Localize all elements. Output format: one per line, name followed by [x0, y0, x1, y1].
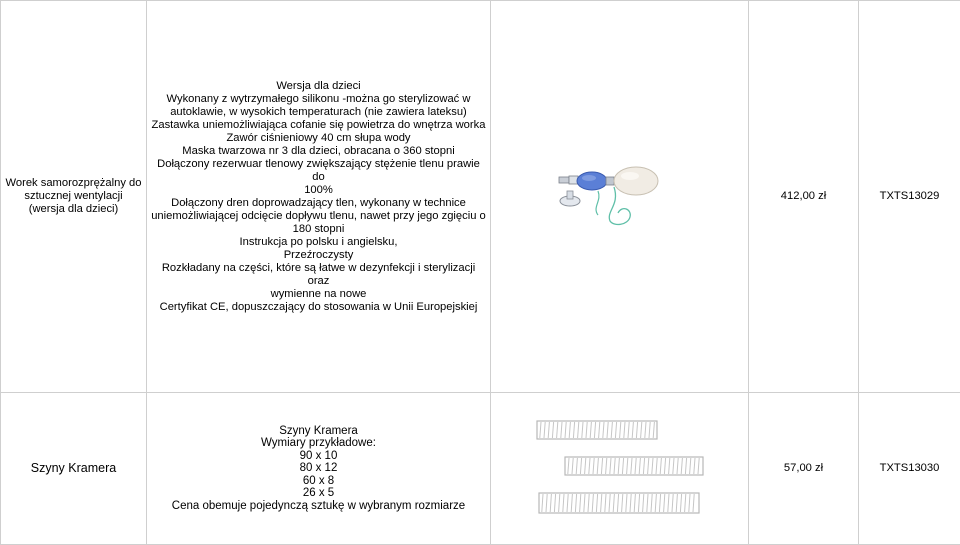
splint-rung [601, 458, 602, 474]
product-code: TXTS13029 [859, 1, 960, 393]
splint-rung [619, 422, 620, 438]
splint-rung [594, 422, 595, 438]
splint-rung [592, 494, 593, 512]
product-description [147, 1, 491, 393]
splint-rung [684, 494, 685, 512]
description-line: Szyny Kramera [279, 425, 358, 438]
description-line: 80 x 12 [299, 462, 338, 475]
description-line: Certyfikat CE, dopuszczający do stosowania w Unii Europejskiej [159, 300, 478, 313]
splint-rung [560, 422, 561, 438]
splint-rung [541, 494, 542, 512]
splint-rung [600, 494, 601, 512]
splint-rung [604, 494, 605, 512]
splint-rung [562, 494, 563, 512]
description-lines [151, 80, 486, 314]
splint-rung [659, 494, 660, 512]
splint-rung [614, 458, 615, 474]
kramer-splints-icon [535, 419, 705, 519]
splint-rung [572, 458, 573, 474]
splint-rung [663, 494, 664, 512]
description-line: Zastawka uniemożliwiająca cofanie się powietrza do wnętrza worka [151, 118, 486, 131]
splint-rung [638, 494, 639, 512]
description-line: Maska twarzowa nr 3 dla dzieci, obracana o 360 stopni [182, 144, 455, 157]
splint-rung [593, 458, 594, 474]
splint-rung [685, 458, 686, 474]
splint-rung [618, 458, 619, 474]
splint-rung [539, 422, 540, 438]
splint-rung [651, 458, 652, 474]
splint-rung [605, 458, 606, 474]
splint-rung [689, 458, 690, 474]
splint-rung [565, 422, 566, 438]
splint-rung [655, 494, 656, 512]
splint-rung [546, 494, 547, 512]
splint-rung [677, 458, 678, 474]
splint-rung [649, 422, 650, 438]
splint-rung [552, 422, 553, 438]
splint-rung [628, 422, 629, 438]
splint-rung [569, 422, 570, 438]
splint-rung [588, 494, 589, 512]
description-line: 90 x 10 [299, 449, 338, 462]
splint-rung [681, 458, 682, 474]
splint-rung [567, 458, 568, 474]
splint-rung [573, 422, 574, 438]
description-lines [151, 425, 486, 512]
description-line: 26 x 5 [302, 487, 335, 500]
splint-rung [576, 458, 577, 474]
splint-rung [621, 494, 622, 512]
splint-rung [672, 458, 673, 474]
splint-rung [623, 422, 624, 438]
splint-rung [558, 494, 559, 512]
splint-rung [672, 494, 673, 512]
splint-rung [584, 458, 585, 474]
splint-rung [632, 422, 633, 438]
product-price: 412,00 zł [749, 1, 859, 393]
splint-rung [586, 422, 587, 438]
splint-rung [615, 422, 616, 438]
description-line: Dołączony dren doprowadzający tlen, wykonany w technice [171, 196, 466, 209]
ventilation-bag-icon [558, 165, 682, 229]
splint-rung [625, 494, 626, 512]
splint-rung [642, 494, 643, 512]
splint-rung [693, 458, 694, 474]
description-line: autoklawie, w wysokich temperaturach (nie zawiera lateksu) [170, 105, 467, 118]
splint-rung [571, 494, 572, 512]
splint-rung [609, 494, 610, 512]
product-code: TXTS13030 [859, 393, 960, 545]
splint-rung [575, 494, 576, 512]
splint-rung [611, 422, 612, 438]
description-line: 60 x 8 [302, 474, 335, 487]
splint-rung [640, 422, 641, 438]
splint-rung [550, 494, 551, 512]
splint-rung [577, 422, 578, 438]
splint-rung [554, 494, 555, 512]
description-line: Wymiary przykładowe: [261, 437, 376, 450]
splint-rung [635, 458, 636, 474]
splint-rung [609, 458, 610, 474]
description-line: Cena obemuje pojedynczą sztukę w wybranym rozmiarze [171, 499, 466, 512]
splint-rung [598, 422, 599, 438]
splint-rung [613, 494, 614, 512]
description-line: Zawór ciśnieniowy 40 cm słupa wody [226, 131, 411, 144]
splint-rung [680, 494, 681, 512]
description-line: uniemożliwiającej odcięcie dopływu tlenu, nawet przy jego zgięciu o [151, 209, 486, 222]
product-description [147, 393, 491, 545]
splint-rung [548, 422, 549, 438]
splint-rung [567, 494, 568, 512]
description-line: Rozkładany na części, które są łatwe w dezynfekcji i sterylizacji oraz [161, 261, 476, 287]
splint-rung [660, 458, 661, 474]
product-name: Szyny Kramera [1, 393, 147, 545]
splint-rung [647, 458, 648, 474]
splint-rung [668, 458, 669, 474]
splint-rung [544, 422, 545, 438]
table-row [1, 393, 960, 545]
splint-rung [630, 494, 631, 512]
description-line: Wersja dla dzieci [276, 79, 361, 92]
description-line: Przeźroczysty [283, 248, 354, 261]
splint-rung [581, 422, 582, 438]
splint-rung [698, 458, 699, 474]
splint-rung [579, 494, 580, 512]
splint-rung [607, 422, 608, 438]
splint-rung [664, 458, 665, 474]
splint-rung [630, 458, 631, 474]
splint-frame [537, 421, 657, 439]
splint-rung [644, 422, 645, 438]
description-line: 180 stopni [292, 222, 345, 235]
splint-rung [693, 494, 694, 512]
splint-rung [583, 494, 584, 512]
description-line: Dołączony rezerwuar tlenowy zwiększający stężenie tlenu prawie do [157, 157, 480, 183]
splint-rung [617, 494, 618, 512]
splint-rung [676, 494, 677, 512]
splint-rung [602, 422, 603, 438]
splint-rung [580, 458, 581, 474]
splint-rung [596, 494, 597, 512]
splint-rung [588, 458, 589, 474]
splint-rung [651, 494, 652, 512]
splint-rung [646, 494, 647, 512]
description-line: wymienne na nowe [270, 287, 367, 300]
description-line: Instrukcja po polsku i angielsku, [239, 235, 398, 248]
splint-rung [639, 458, 640, 474]
splint-rung [643, 458, 644, 474]
splint-rung [667, 494, 668, 512]
product-image-cell [491, 393, 749, 545]
splint-rung [597, 458, 598, 474]
splint-rung [622, 458, 623, 474]
product-price: 57,00 zł [749, 393, 859, 545]
splint-rung [653, 422, 654, 438]
description-line: Wykonany z wytrzymałego silikonu -można go sterylizować w [166, 92, 471, 105]
splint-rung [590, 422, 591, 438]
product-image-cell [491, 1, 749, 393]
splint-rung [556, 422, 557, 438]
splint-rung [688, 494, 689, 512]
splint-rung [636, 422, 637, 438]
splint-rung [634, 494, 635, 512]
splint-rung [656, 458, 657, 474]
splint-rung [626, 458, 627, 474]
table-row [1, 1, 960, 393]
description-line: 100% [304, 183, 333, 196]
product-name: Worek samorozprężalny do sztucznej wentylacji (wersja dla dzieci) [1, 1, 147, 393]
